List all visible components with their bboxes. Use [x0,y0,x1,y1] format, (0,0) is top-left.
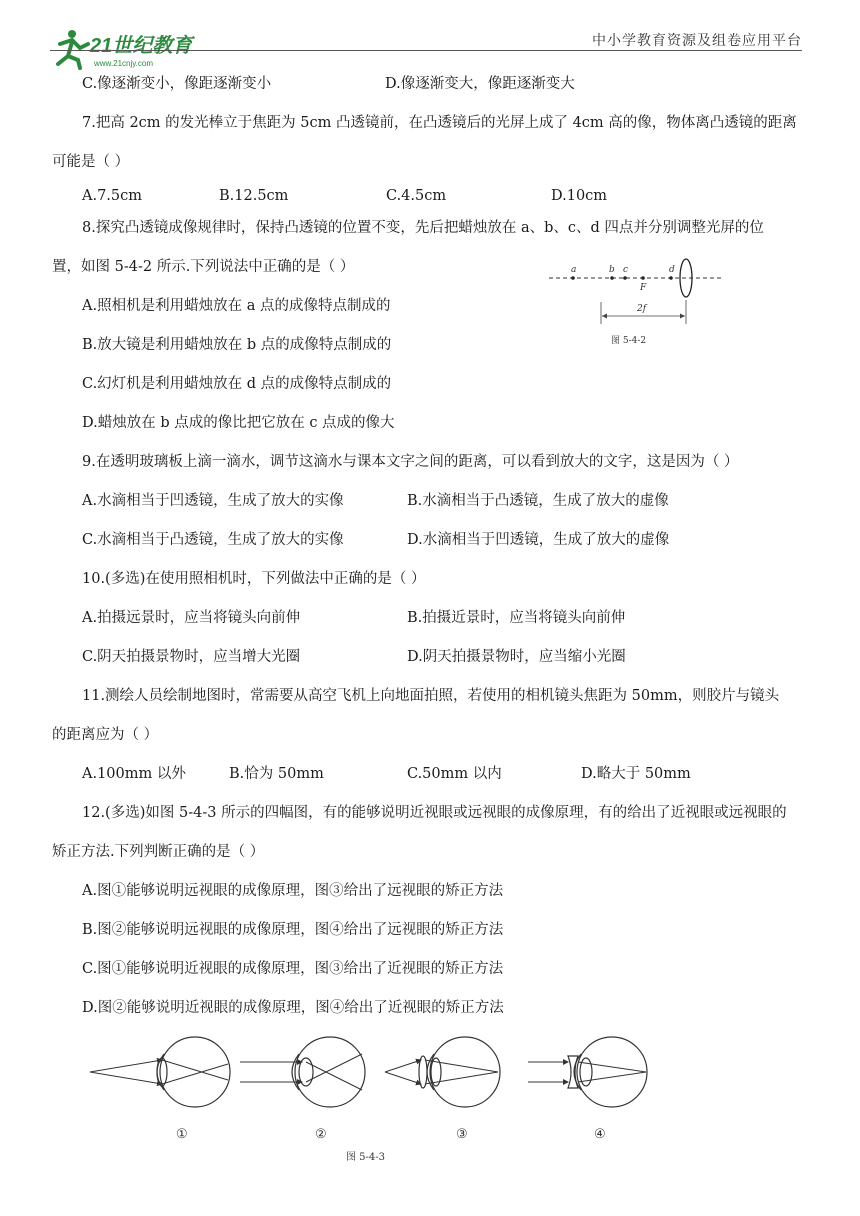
point-c-dot [623,276,627,280]
q10-option-b: B.拍摄近景时，应当将镜头向前伸 [407,610,626,626]
q8-option-a: A.照相机是利用蜡烛放在 a 点的成像特点制成的 [82,298,391,314]
q7-option-c: C.4.5cm [386,188,447,204]
point-f-dot [641,276,645,280]
runner-icon [58,30,88,68]
q7-option-b: B.12.5cm [219,188,289,204]
eye-diagram-1 [90,1037,230,1142]
q6-option-d: D.像逐渐变大，像距逐渐变大 [385,76,575,92]
logo-url: www.21cnjy.com [94,59,153,68]
platform-name: 中小学教育资源及组卷应用平台 [592,33,802,49]
q10-stem: 10.(多选)在使用照相机时，下列做法中正确的是（ ） [82,571,426,587]
figure-5-4-3 [80,1032,670,1170]
dim-arrow-left [602,314,607,319]
header-divider [50,50,802,51]
q7-stem-line1: 7.把高 2cm 的发光棒立于焦距为 5cm 凸透镜前，在凸透镜后的光屏上成了 4cm 高的像，物体离凸透镜的距离 [82,115,797,131]
light-ray [385,1072,421,1084]
light-ray [162,1060,228,1080]
logo-text: 21世纪教育 [90,35,193,57]
q11-option-c: C.50mm 以内 [407,766,502,782]
point-a-label: a [571,265,577,275]
light-ray [306,1062,362,1090]
q11-option-d: D.略大于 50mm [581,766,691,782]
light-ray [306,1054,362,1082]
figure-caption: 图 5-4-2 [611,336,647,346]
q7-option-a: A.7.5cm [82,188,143,204]
q8-stem-line1: 8.探究凸透镜成像规律时，保持凸透镜的位置不变，先后把蜡烛放在 a、b、c、d 四点并分别调整光屏的位 [82,220,764,236]
eye-diagram-4 [528,1037,647,1142]
point-b-label: b [609,265,615,275]
point-c-label: c [623,265,629,275]
light-ray [90,1072,162,1084]
light-ray [385,1060,421,1072]
figure-caption: 图 5-4-3 [346,1152,386,1163]
diagram-label-4: ④ [594,1127,606,1142]
q12-option-b: B.图②能够说明远视眼的成像原理，图④给出了远视眼的矫正方法 [82,922,504,938]
q12-stem-line1: 12.(多选)如图 5-4-3 所示的四幅图，有的能够说明近视眼或远视眼的成像原理，有的给出了近视眼或远视眼的 [82,805,787,821]
q12-option-d: D.图②能够说明近视眼的成像原理，图④给出了近视眼的矫正方法 [82,1000,504,1016]
light-ray [90,1060,162,1072]
q9-option-c: C.水滴相当于凸透镜，生成了放大的实像 [82,532,344,548]
q10-option-a: A.拍摄远景时，应当将镜头向前伸 [82,610,301,626]
diagram-label-2: ② [315,1127,327,1142]
q8-option-d: D.蜡烛放在 b 点成的像比把它放在 c 点成的像大 [82,415,395,431]
q12-stem-line2: 矫正方法.下列判断正确的是（ ） [52,844,265,860]
q11-stem-line1: 11.测绘人员绘制地图时，常需要从高空飞机上向地面拍照，若使用的相机镜头焦距为 50mm，则胶片与镜头 [82,688,780,704]
q8-option-c: C.幻灯机是利用蜡烛放在 d 点的成像特点制成的 [82,376,392,392]
q7-option-d: D.10cm [551,188,608,204]
point-d-label: d [669,265,675,275]
point-b-dot [610,276,614,280]
light-ray [578,1072,646,1082]
eyeball-outline [160,1037,230,1107]
q9-stem: 9.在透明玻璃板上滴一滴水，调节这滴水与课本文字之间的距离，可以看到放大的文字，这是因为（ ） [82,454,739,470]
eye-diagram-2 [240,1037,365,1142]
site-logo [50,26,210,72]
q11-option-a: A.100mm 以外 [82,766,186,782]
q6-option-c: C.像逐渐变小，像距逐渐变小 [82,76,272,92]
light-ray [162,1064,228,1084]
q10-option-d: D.阴天拍摄景物时，应当缩小光圈 [407,649,626,665]
q12-option-c: C.图①能够说明近视眼的成像原理，图③给出了近视眼的矫正方法 [82,961,504,977]
dim-arrow-right [680,314,685,319]
q12-option-a: A.图①能够说明远视眼的成像原理，图③给出了远视眼的矫正方法 [82,883,504,899]
diagram-label-1: ① [176,1127,188,1142]
q9-option-d: D.水滴相当于凹透镜，生成了放大的虚像 [407,532,670,548]
convex-correction-lens [419,1056,427,1088]
q10-option-c: C.阴天拍摄景物时，应当增大光圈 [82,649,301,665]
q11-stem-line2: 的距离应为（ ） [52,727,159,743]
light-ray [578,1062,646,1072]
eyeball-outline [295,1037,365,1107]
diagram-label-3: ③ [456,1127,468,1142]
eye-diagram-3 [385,1037,500,1142]
q11-option-b: B.恰为 50mm [229,766,324,782]
light-ray [425,1072,498,1084]
figure-5-4-2 [545,258,725,350]
light-ray [425,1060,498,1072]
focus-label: F [640,283,647,293]
q8-option-b: B.放大镜是利用蜡烛放在 b 点的成像特点制成的 [82,337,392,353]
point-a-dot [571,276,575,280]
dim-label-2f: 2f [637,304,647,314]
q8-stem-line2: 置，如图 5-4-2 所示.下列说法中正确的是（ ） [52,259,355,275]
eyeball-outline [577,1037,647,1107]
point-d-dot [669,276,673,280]
q9-option-b: B.水滴相当于凸透镜，生成了放大的虚像 [407,493,669,509]
q7-stem-line2: 可能是（ ） [52,154,130,170]
q9-option-a: A.水滴相当于凹透镜，生成了放大的实像 [82,493,344,509]
